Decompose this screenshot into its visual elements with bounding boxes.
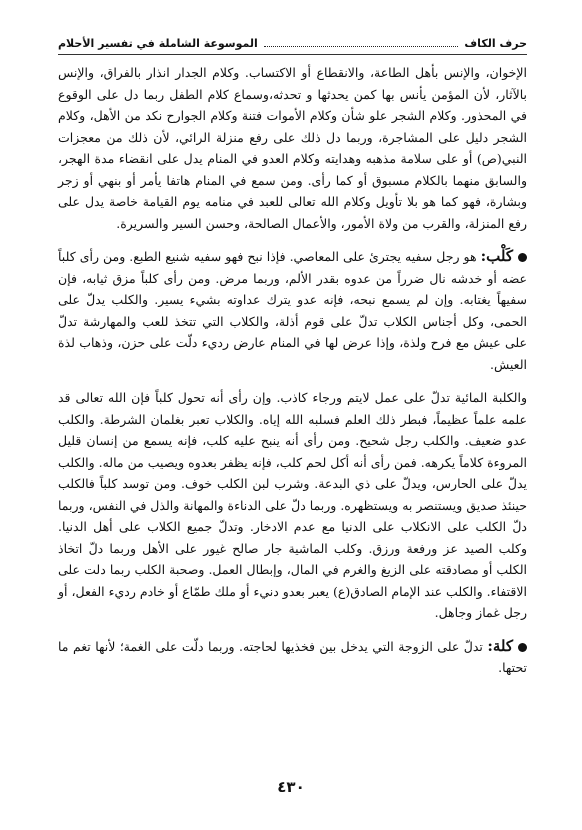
entry-text-killa: تدلّ على الزوجة التي يدخل بين فخذيها لحاجته. وربما دلّت على الغمة؛ لأنها تغم ما تحتها.	[58, 638, 527, 675]
body-text	[58, 62, 527, 691]
page-number: ٤٣٠	[277, 778, 305, 796]
entry-killa	[58, 636, 527, 679]
paragraph-1: الإخوان، والإنس بأهل الطاعة، والانقطاع أو الاكتساب. وكلام الجدار انذار بالفراق، والإنس بالآثار، لأن المؤمن يأنس بها كمن يحدثها و تحدثه،وسماع كلام الطفل ربما دل على الوقوع في المحذور. وكلام الشجر علو شأن وكلام الأموات فتنة وكلام الجوارح نكد من الأهل، وكلام الشجر دليل على المشاجرة، وربما دل ذلك على رفع منزلة الرائي، لأن ذلك من معجزات النبي(ص) أو على سلامة مذهبه وهدايته وكلام العدو في المنام يدل على انقضاء مدة الهجر، والسابق منهما بالكلام مسبوق أو كما رأى. ومن سمع في المنام هاتفا يأمر أو بنهي أو زجر وبشارة، فهو كما هو بلا تأويل وكلام الله تعالى للعبد في منامه يوم القيامة خاصة يدل على رفع المنزلة، والقرب من ولاة الأمور، والأعمال الصالحة، وحسن السير والسريرة.	[58, 65, 527, 231]
running-head	[58, 26, 527, 50]
paragraph-3: والكلبة المائية تدلّ على عمل لايتم ورجاء كاذب. وإن رأى أنه تحول كلباً فإن الله تعالى قد علمه علماً عظيماً، فبطر ذلك العلم فسلبه الله إياه. والكلاب تعبر بغلمان الشرطة. والكلب عدو ضعيف. والكلب رجل شحيح. ومن رأى أنه ينبح عليه كلب، فإنه يسمع من إنسان قليل المروءة كلاماً يكرهه. فمن رأى أنه أكل لحم كلب، فإنه يظفر بعدوه ويصيب من ماله. والكلب يدلّ على الحارس، ويدلّ على ذي البدعة. وشرب لبن الكلب خوف. ومن توسد كلباً فالكلب حينئذ صديق ويستنصر به ويستظهره. وربما دلّ على الدناءة والمهانة والذل في النفس، وربما دلّ الكلب على الانكلاب على الدنيا مع عدم الادخار. وتدلّ جميع الكلاب على أهل الدنيا. وكلب الصيد عز ورفعة ورزق. وكلب الماشية جار صالح غيور على الأهل وربما دلّ اتخاذ الكلب أو مصادقته على الزيغ والغرم في المال، وإبطال العمل. وصحبة الكلب ربما دلت على الاقتفاء. والكلب عند الإمام الصادق(ع) يعبر بعدو دنيء أو ملك طمّاع أو خادم رديء الفعل، أو رجل غماز وجاهل.	[58, 390, 527, 620]
bullet-icon	[518, 253, 527, 262]
entry-kalb	[58, 246, 527, 375]
entry-text-kalb: هو رجل سفيه يجترئ على المعاصي. فإذا نبح فهو سفيه شنيع الطبع. ومن رأى كلباً عضه أو خدشه نال ضرراً من عدوه بقدر الألم، وربما مرض. ومن رأى كلباً مزق ثيابه، فإن سفيهاً يغتابه. وإن لم يسمع نبحه، فإنه عدو يترك عداوته بشيء يسير. والكلب يدلّ على الحمى، وكل أجناس الكلاب تدلّ على قوم أذلة، والكلاب التي تتخذ للعب والمهارشة تدلّ على عيش مع فرح ولذة، وإذا عرض لها في المنام عارض رديء دلّت على حزن، وذهاب لذة العيش.	[58, 249, 527, 372]
entry-title-killa: كلة:	[487, 636, 513, 655]
book-title: الموسوعة الشاملة في تفسير الأحلام	[58, 37, 258, 50]
header-rule	[58, 54, 527, 55]
bullet-icon	[518, 643, 527, 652]
leader-dots	[264, 45, 459, 47]
section-title: حرف الكاف	[464, 37, 527, 50]
entry-title-kalb: كَلْب:	[480, 247, 514, 265]
